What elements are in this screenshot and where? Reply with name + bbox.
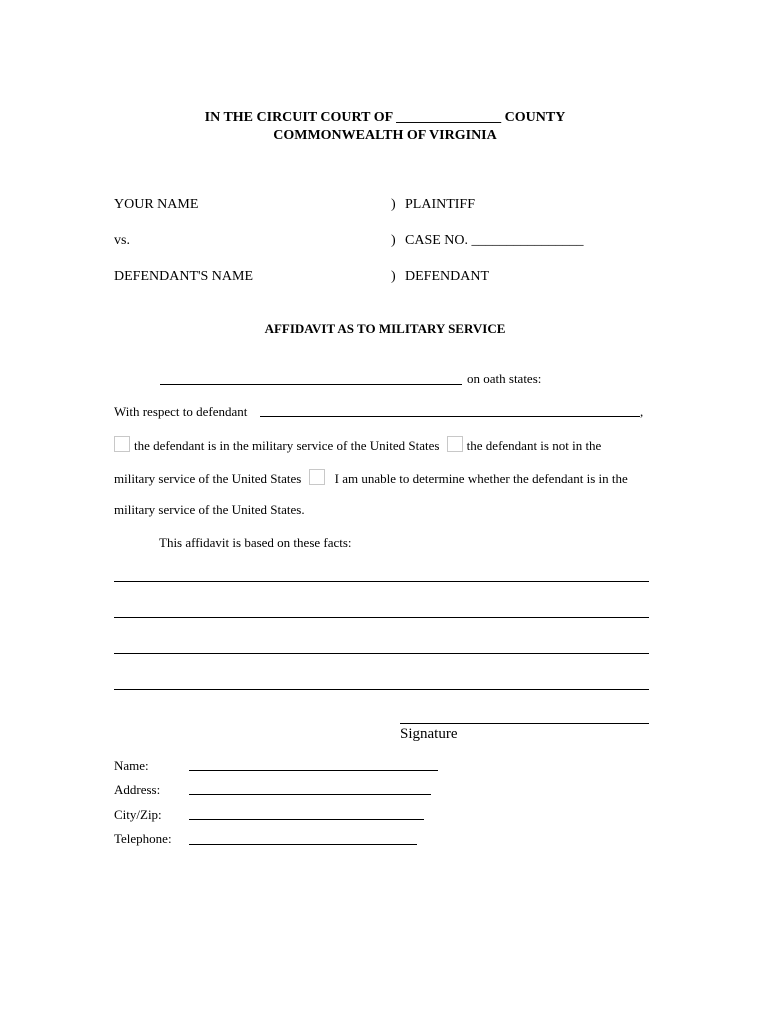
name-line[interactable] (189, 770, 438, 771)
facts-line-4[interactable] (114, 689, 649, 690)
case-number-label: CASE NO. (405, 233, 469, 248)
unable-determine-checkbox[interactable] (309, 469, 325, 485)
facts-line-3[interactable] (114, 653, 649, 654)
facts-line-2[interactable] (114, 617, 649, 618)
cityzip-line[interactable] (189, 819, 424, 820)
versus-label: vs. (114, 233, 130, 248)
county-label: COUNTY (504, 110, 566, 125)
plaintiff-row-right (391, 197, 475, 213)
county-blank[interactable]: _______________ (396, 110, 502, 125)
caption-paren: ) (391, 197, 396, 212)
option-not-in-service-cont: military service of the United States (114, 471, 302, 486)
options-line2 (114, 469, 628, 487)
case-number-blank[interactable]: ________________ (471, 233, 584, 248)
facts-line-1[interactable] (114, 581, 649, 582)
affiant-name-line[interactable] (160, 384, 462, 385)
option-unable-determine: I am unable to determine whether the defendant is in the (334, 471, 628, 486)
caption-paren: ) (391, 233, 396, 248)
defendant-name-line[interactable] (260, 416, 640, 417)
option-in-service: the defendant is in the military service of the United States (134, 438, 440, 453)
court-prefix: IN THE CIRCUIT COURT OF (204, 110, 393, 125)
options-line1 (114, 436, 601, 454)
options-line3: military service of the United States. (114, 502, 305, 517)
oath-text: on oath states: (467, 371, 542, 386)
defendant-label: DEFENDANT (405, 269, 489, 284)
telephone-label: Telephone: (114, 831, 172, 846)
court-header-line2: COMMONWEALTH OF VIRGINIA (273, 128, 497, 143)
defendant-name: DEFENDANT'S NAME (114, 269, 254, 284)
case-row-right (391, 233, 584, 249)
cityzip-label: City/Zip: (114, 807, 162, 822)
facts-label: This affidavit is based on these facts: (159, 535, 352, 550)
address-label: Address: (114, 782, 161, 797)
in-service-checkbox[interactable] (114, 436, 130, 452)
not-in-service-checkbox[interactable] (447, 436, 463, 452)
address-line[interactable] (189, 794, 431, 795)
plaintiff-name: YOUR NAME (114, 197, 199, 212)
signature-label: Signature (400, 726, 458, 742)
signature-line[interactable] (400, 723, 649, 724)
respect-comma: , (640, 404, 644, 419)
defendant-row-right (391, 269, 489, 285)
court-header-line1 (0, 110, 770, 126)
name-label: Name: (114, 758, 149, 773)
plaintiff-label: PLAINTIFF (405, 197, 476, 212)
respect-text: With respect to defendant (114, 404, 248, 419)
telephone-line[interactable] (189, 844, 417, 845)
caption-paren: ) (391, 269, 396, 284)
document-title: AFFIDAVIT AS TO MILITARY SERVICE (264, 321, 506, 336)
option-not-in-service: the defendant is not in the (466, 438, 602, 453)
